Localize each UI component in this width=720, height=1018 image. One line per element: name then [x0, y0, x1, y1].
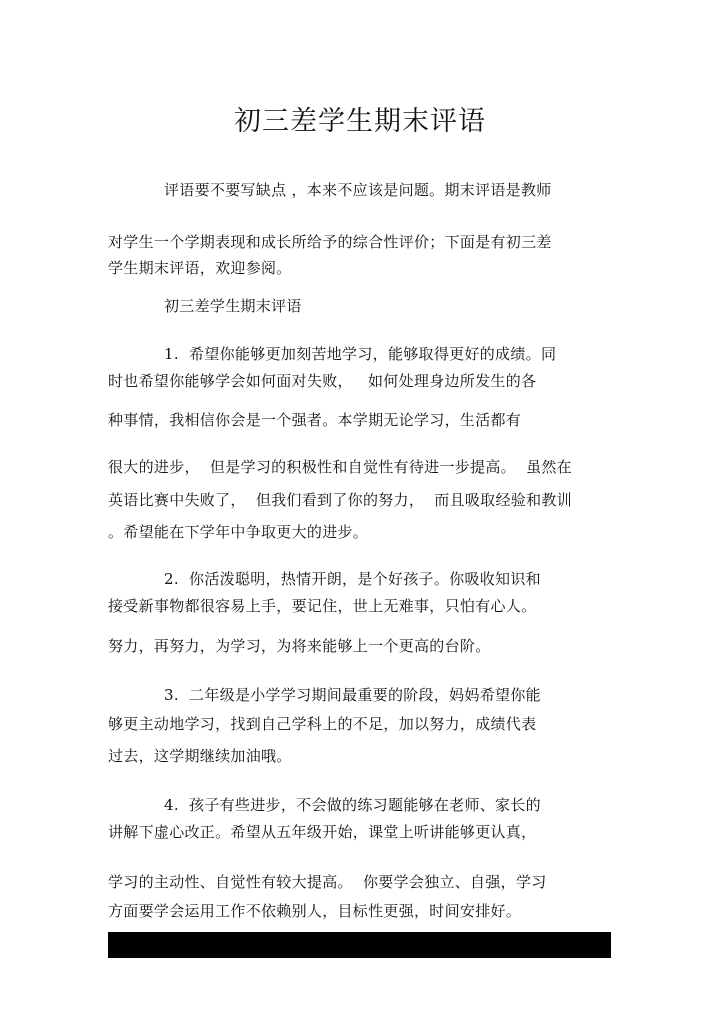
intro-line: 评语要不要写缺点 ，本来不应该是问题。期末评语是教师	[164, 181, 552, 199]
intro-line: 学生期末评语，欢迎参阅。	[108, 259, 292, 277]
paragraph-line: 。希望能在下学年中争取更大的进步。	[108, 523, 369, 541]
paragraph-line: 方面要学会运用工作不依赖别人，目标性更强，时间安排好。	[108, 902, 522, 920]
redaction-bar	[108, 932, 611, 958]
paragraph-line: 学习的主动性、自觉性有较大提高。 你要学会独立、自强，学习	[108, 873, 547, 891]
paragraph-line: 时也希望你能够学会如何面对失败， 如何处理身边所发生的各	[108, 372, 537, 390]
paragraph-line: 种事情，我相信你会是一个强者。本学期无论学习，生活都有	[108, 411, 522, 429]
paragraph-line: 4. 孩子有些进步，不会做的练习题能够在老师、家长的	[164, 796, 541, 814]
paragraph-line: 英语比赛中失败了， 但我们看到了你的努力， 而且吸取经验和教训	[108, 491, 572, 509]
section-subtitle: 初三差学生期末评语	[164, 297, 302, 315]
paragraph-line: 过去，这学期继续加油哦。	[108, 747, 292, 765]
paragraph-line: 很大的进步， 但是学习的积极性和自觉性有待进一步提高。 虽然在	[108, 458, 572, 476]
paragraph-line: 3. 二年级是小学学习期间最重要的阶段，妈妈希望你能	[164, 686, 541, 704]
paragraph-line: 够更主动地学习，找到自己学科上的不足，加以努力，成绩代表	[108, 715, 537, 733]
intro-line: 对学生一个学期表现和成长所给予的综合性评价；下面是有初三差	[108, 233, 552, 251]
paragraph-line: 接受新事物都很容易上手，要记住，世上无难事，只怕有心人。	[108, 597, 537, 615]
paragraph-line: 1. 希望你能够更加刻苦地学习，能够取得更好的成绩。同	[164, 345, 557, 363]
paragraph-line: 努力，再努力，为学习，为将来能够上一个更高的台阶。	[108, 637, 491, 655]
document-title: 初三差学生期末评语	[234, 106, 486, 137]
paragraph-line: 讲解下虚心改正。希望从五年级开始，课堂上听讲能够更认真，	[108, 823, 537, 841]
paragraph-line: 2. 你活泼聪明，热情开朗，是个好孩子。你吸收知识和	[164, 570, 541, 588]
